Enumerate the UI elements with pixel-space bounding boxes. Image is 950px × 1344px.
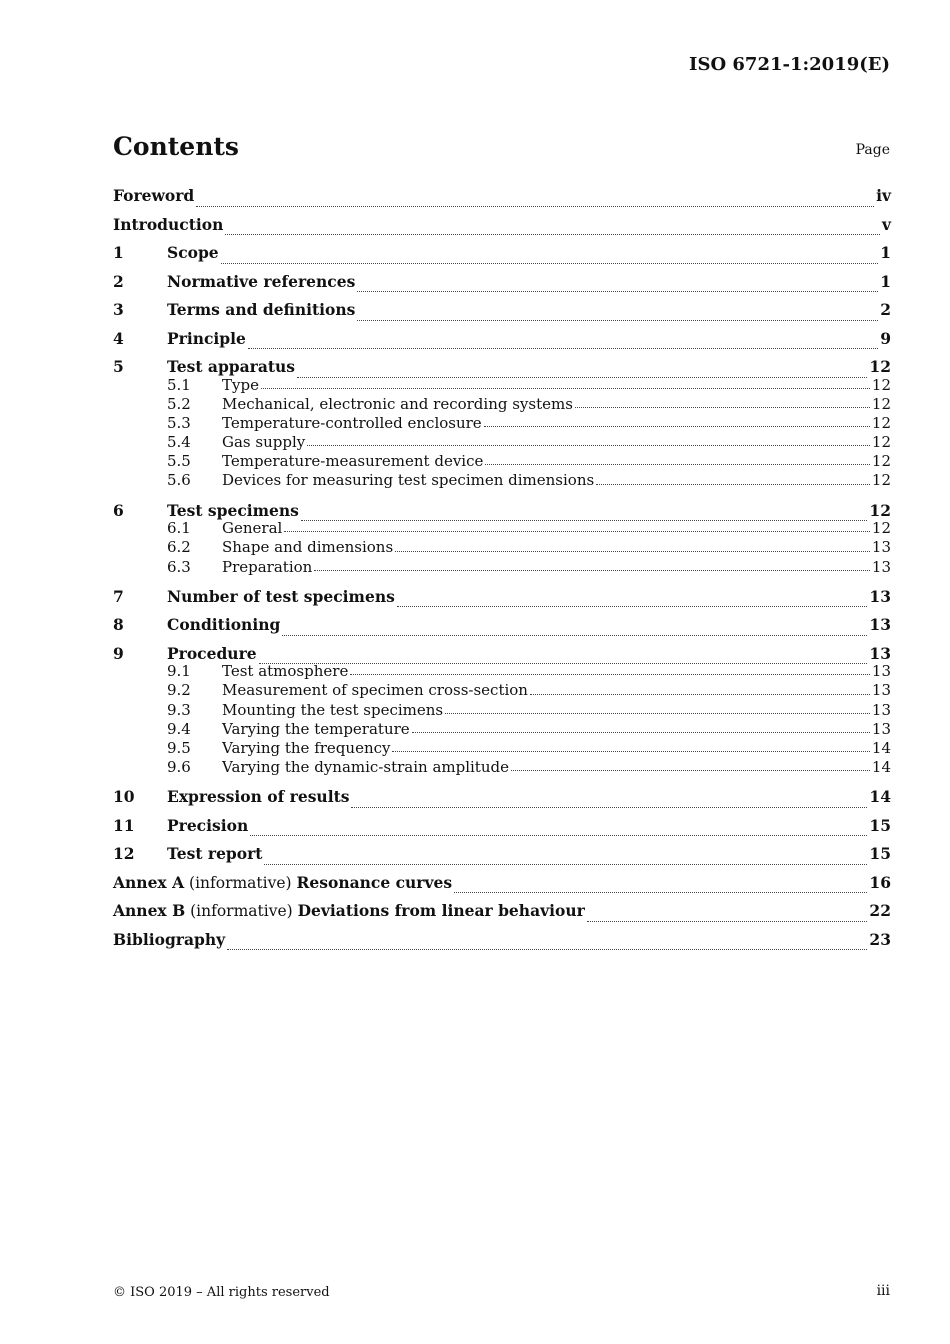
toc-entry-page: 14 [871, 738, 891, 757]
toc-entry-page: v [881, 214, 891, 234]
toc-subentry[interactable] [113, 758, 891, 777]
toc-entry-number: 5.2 [167, 394, 191, 413]
toc-subentry[interactable] [113, 558, 891, 577]
toc-entry-title: Test specimens [167, 500, 299, 520]
dot-leader [530, 693, 870, 695]
toc-entry[interactable] [113, 899, 891, 928]
toc-entry-page: 13 [871, 700, 891, 719]
toc-entry-page: 12 [871, 433, 891, 452]
toc-entry-title: Type [222, 375, 259, 394]
toc-entry-number: 5 [113, 357, 124, 376]
toc-entry-page: 1 [880, 243, 891, 262]
toc-entry-title: Shape and dimensions [222, 538, 394, 557]
toc-entry-title: Introduction [113, 214, 224, 234]
toc-entry-title: Gas supply [222, 433, 306, 452]
toc-entry[interactable] [113, 327, 891, 356]
toc-entry-title: Precision [167, 815, 249, 835]
toc-subentry[interactable] [113, 471, 891, 490]
toc-entry-number: 4 [113, 328, 124, 348]
toc-entry-page: 12 [869, 500, 891, 520]
dot-leader [445, 712, 870, 714]
dot-leader [392, 750, 869, 752]
dot-leader [596, 483, 870, 485]
toc-subentry[interactable] [113, 376, 891, 395]
toc-entry-number: 1 [113, 243, 124, 262]
toc-entry-page: 13 [869, 643, 891, 663]
toc-entry[interactable] [113, 785, 891, 814]
dot-leader [575, 406, 870, 408]
toc-entry-page: 12 [871, 413, 891, 432]
toc-subentry[interactable] [113, 662, 891, 681]
dot-leader [250, 834, 867, 836]
toc-entry-page: 2 [880, 300, 891, 319]
dot-leader [301, 519, 868, 521]
toc-entry-title: Test report [167, 844, 263, 864]
toc-entry-page: 12 [869, 357, 891, 376]
toc-entry-page: 12 [871, 519, 891, 538]
dot-leader [357, 290, 878, 292]
toc-entry-page: 13 [869, 615, 891, 635]
toc-entry-number: 6.3 [167, 557, 191, 576]
toc-entry[interactable] [113, 814, 891, 843]
dot-leader [261, 387, 870, 389]
toc-entry[interactable] [113, 842, 891, 871]
toc-entry-number: 9.1 [167, 662, 191, 681]
dot-leader [196, 205, 874, 207]
toc-entry[interactable] [113, 241, 891, 270]
toc-entry-page: 14 [871, 758, 891, 777]
document-id: ISO 6721-1:2019(E) [689, 54, 890, 75]
toc-entry[interactable] [113, 184, 891, 213]
annex-title-part: Resonance curves [296, 872, 453, 892]
toc-entry-title: Test atmosphere [222, 662, 349, 681]
toc-entry-title: Temperature-measurement device [222, 452, 484, 471]
copyright-footer: © ISO 2019 – All rights reserved [113, 1285, 330, 1300]
dot-leader [484, 425, 870, 427]
dot-leader [485, 463, 870, 465]
dot-leader [259, 662, 868, 664]
toc-entry-number: 9.2 [167, 681, 191, 700]
toc-entry-number: 10 [113, 787, 135, 807]
toc-entry-page: iv [876, 186, 891, 205]
toc-entry-number: 11 [113, 815, 135, 835]
toc-entry-number: 6.2 [167, 538, 191, 557]
toc-entry-page: 15 [869, 844, 891, 864]
contents-heading: Contents [113, 132, 240, 161]
toc-entry-page: 13 [871, 538, 891, 557]
toc-entry-number: 9.6 [167, 758, 191, 777]
toc-subentry[interactable] [113, 701, 891, 720]
toc-entry-title: Principle [167, 328, 246, 348]
toc-entry-title: Measurement of specimen cross-section [222, 681, 528, 700]
toc-subentry[interactable] [113, 720, 891, 739]
toc-entry-title: Conditioning [167, 615, 281, 635]
toc-entry-page: 1 [880, 271, 891, 291]
toc-entry-page: 12 [871, 471, 891, 490]
toc-entry-page: 23 [869, 929, 891, 949]
annex-type-text: (informative) [184, 873, 297, 892]
toc-subentry[interactable] [113, 395, 891, 414]
toc-entry-title: Temperature-controlled enclosure [222, 413, 482, 432]
toc-entry-number: 9 [113, 643, 124, 663]
toc-entry-number: 9.5 [167, 738, 191, 757]
toc-entry-title: Bibliography [113, 929, 226, 949]
toc-entry-number: 8 [113, 615, 124, 635]
toc-entry-number: 6 [113, 500, 124, 520]
toc-entry-title: Scope [167, 243, 219, 262]
toc-subentry[interactable] [113, 538, 891, 557]
toc-subentry[interactable] [113, 433, 891, 452]
toc-entry[interactable] [113, 298, 891, 327]
toc-entry-page: 13 [871, 719, 891, 738]
toc-entry-page: 13 [871, 662, 891, 681]
toc-subentry[interactable] [113, 519, 891, 538]
toc-entry[interactable] [113, 871, 891, 900]
toc-entry-number: 5.5 [167, 452, 191, 471]
toc-entry-title: Devices for measuring test specimen dimensions [222, 471, 595, 490]
toc-entry-title: Varying the dynamic-strain amplitude [222, 758, 509, 777]
page-column-label: Page [855, 142, 890, 158]
annex-title-part: Annex A [113, 872, 185, 892]
toc-entry-title: Expression of results [167, 787, 350, 807]
dot-leader [221, 262, 879, 264]
toc-entry[interactable] [113, 585, 891, 614]
table-of-contents [113, 184, 891, 956]
toc-subentry[interactable] [113, 681, 891, 700]
toc-subsection-group [113, 519, 891, 577]
toc-entry-page: 13 [869, 586, 891, 606]
dot-leader [264, 863, 867, 865]
toc-entry[interactable] [113, 613, 891, 642]
toc-entry-page: 15 [869, 815, 891, 835]
dot-leader [297, 376, 867, 378]
page-number: iii [876, 1283, 890, 1299]
toc-subsection-group [113, 376, 891, 491]
toc-entry-page: 13 [871, 557, 891, 576]
annex-title-part: Deviations from linear behaviour [297, 901, 585, 921]
dot-leader [248, 347, 878, 349]
toc-entry-page: 13 [871, 681, 891, 700]
toc-entry-title: Procedure [167, 643, 257, 663]
toc-entry-title: Varying the frequency [222, 738, 391, 757]
toc-entry[interactable] [113, 270, 891, 299]
toc-entry-page: 14 [869, 787, 891, 807]
dot-leader [314, 569, 870, 571]
dot-leader [350, 673, 870, 675]
toc-entry-title: Mechanical, electronic and recording systems [222, 394, 573, 413]
toc-subentry[interactable] [113, 414, 891, 433]
toc-subentry[interactable] [113, 452, 891, 471]
toc-subentry[interactable] [113, 739, 891, 758]
toc-entry-number: 5.4 [167, 433, 191, 452]
toc-entry-title: Mounting the test specimens [222, 700, 444, 719]
annex-title-part: Annex B [113, 901, 186, 921]
dot-leader [282, 634, 867, 636]
toc-subsection-group [113, 662, 891, 777]
dot-leader [351, 806, 867, 808]
toc-entry[interactable] [113, 213, 891, 242]
dot-leader [395, 550, 870, 552]
toc-entry-page: 12 [871, 452, 891, 471]
toc-entry-page: 16 [869, 872, 891, 892]
dot-leader [412, 731, 870, 733]
toc-entry-number: 5.6 [167, 471, 191, 490]
dot-leader [225, 233, 880, 235]
dot-leader [587, 920, 868, 922]
toc-entry[interactable] [113, 928, 891, 957]
toc-entry-title: Normative references [167, 271, 356, 291]
toc-entry-title: General [222, 519, 283, 538]
toc-entry-number: 9.4 [167, 719, 191, 738]
dot-leader [397, 605, 868, 607]
dot-leader [227, 948, 867, 950]
toc-entry-page: 9 [880, 328, 891, 348]
toc-entry-title: Varying the temperature [222, 719, 410, 738]
dot-leader [307, 444, 870, 446]
toc-entry-title: Test apparatus [167, 357, 296, 376]
toc-entry-number: 9.3 [167, 700, 191, 719]
toc-entry-title: Number of test specimens [167, 586, 395, 606]
toc-entry-number: 3 [113, 300, 124, 319]
toc-entry-title [113, 899, 585, 923]
dot-leader [511, 769, 870, 771]
dot-leader [357, 319, 878, 321]
toc-entry-title: Preparation [222, 557, 313, 576]
toc-entry-number: 12 [113, 844, 135, 864]
toc-entry-number: 5.3 [167, 413, 191, 432]
toc-entry-title: Foreword [113, 186, 195, 205]
toc-entry-page: 12 [871, 394, 891, 413]
dot-leader [284, 530, 870, 532]
toc-entry-number: 7 [113, 586, 124, 606]
toc-entry-page: 12 [871, 375, 891, 394]
annex-type-text: (informative) [185, 902, 298, 921]
toc-entry-number: 5.1 [167, 375, 191, 394]
dot-leader [454, 891, 867, 893]
toc-entry-number: 6.1 [167, 519, 191, 538]
toc-entry-title [113, 871, 452, 895]
toc-entry-title: Terms and definitions [167, 300, 356, 319]
toc-entry-page: 22 [869, 901, 891, 921]
toc-entry-number: 2 [113, 271, 124, 291]
